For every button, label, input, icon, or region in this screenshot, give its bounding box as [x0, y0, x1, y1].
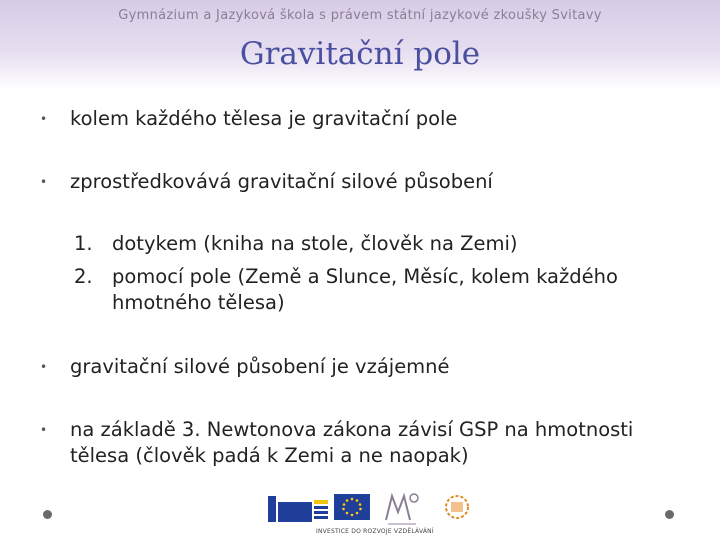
item-text: dotykem (kniha na stole, člověk na Zemi)	[112, 232, 518, 255]
bullet-text: kolem každého tělesa je gravitační pole	[70, 107, 458, 130]
bullet-icon: •	[40, 360, 48, 374]
numbered-item	[74, 264, 634, 316]
slide-title: Gravitační pole	[239, 36, 481, 72]
eu-flag-icon	[334, 494, 370, 520]
bullet-text: gravitační silové působení je vzájemné	[70, 355, 450, 378]
item-number: 2.	[74, 265, 93, 288]
corner-dot-left	[43, 510, 52, 519]
bullet-icon: •	[40, 175, 48, 189]
bullet-icon: •	[40, 423, 48, 437]
msmt-logo-icon	[382, 490, 422, 526]
op-logo-icon	[440, 492, 474, 524]
bullet-text: zprostředkovává gravitační silové působení	[70, 170, 493, 193]
bullet-text: na základě 3. Newtonova zákona závisí GSP na hmotnosti tělesa (člověk padá k Zemi a ne naopak)	[70, 418, 634, 467]
bullet-item	[40, 417, 680, 469]
bullet-item	[40, 106, 680, 132]
corner-dot-right	[665, 510, 674, 519]
numbered-item	[74, 231, 634, 257]
bullet-item	[40, 169, 680, 195]
bullet-item	[40, 354, 680, 380]
item-text: pomocí pole (Země a Slunce, Měsíc, kolem každého hmotného tělesa)	[112, 265, 618, 314]
esf-logo-icon	[268, 494, 328, 524]
funding-logos	[268, 490, 476, 540]
school-name: Gymnázium a Jazyková škola s právem státní jazykové zkoušky Svitavy	[118, 8, 602, 23]
bullet-icon: •	[40, 112, 48, 126]
logo-caption: INVESTICE DO ROZVOJE VZDĚLÁVÁNÍ	[316, 528, 434, 535]
item-number: 1.	[74, 232, 93, 255]
